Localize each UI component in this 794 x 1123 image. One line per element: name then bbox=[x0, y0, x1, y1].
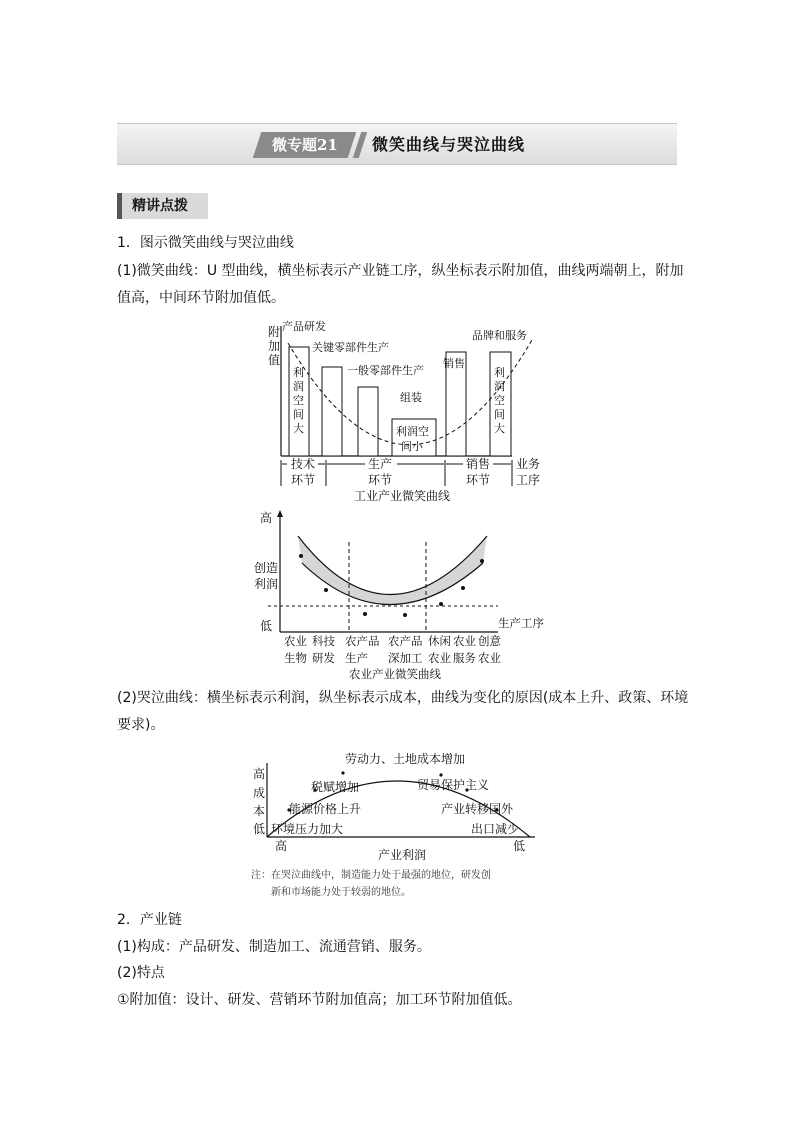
stage-production-1: 生产 bbox=[368, 457, 393, 471]
bar-label-product-rd: 产品研发 bbox=[282, 320, 326, 333]
paragraph-1-line-1: (1)微笑曲线：U 型曲线，横坐标表示产业链工序，纵坐标表示附加值，曲线两端朝上，附加 bbox=[117, 263, 684, 279]
fig1-xlabel-1: 业务 bbox=[516, 457, 541, 471]
stage-production-2: 环节 bbox=[368, 473, 393, 487]
fig2-ylabel-2: 利润 bbox=[254, 577, 279, 591]
cat-tech-rd-1: 科技 bbox=[312, 634, 335, 648]
cat-tech-rd-2: 研发 bbox=[312, 651, 335, 665]
cat-leisure-2: 农业 bbox=[428, 651, 451, 665]
cat-agri-bio-1: 农业 bbox=[284, 634, 307, 648]
stage-sales-1: 销售 bbox=[466, 457, 491, 471]
bar1-inner-1: 利 bbox=[293, 366, 304, 379]
stage-sales-2: 环节 bbox=[466, 473, 491, 487]
cat-processing-1: 农产品 bbox=[388, 634, 423, 648]
cat-service-2: 服务 bbox=[453, 651, 476, 665]
stage-tech-1: 技术 bbox=[291, 457, 316, 471]
fig3-note-1: 注：在哭泣曲线中，制造能力处于最强的地位，研发创 bbox=[251, 870, 491, 881]
fig3-x-low: 低 bbox=[513, 839, 526, 853]
cat-production-1: 农产品 bbox=[345, 634, 380, 648]
bar1-inner-3: 空 bbox=[293, 394, 304, 407]
bar4-inner-2: 间小 bbox=[401, 440, 423, 453]
agricultural-smile-curve-figure bbox=[250, 508, 560, 684]
bar-label-assembly: 组装 bbox=[400, 391, 422, 404]
paragraph-2-line-1: (2)哭泣曲线：横坐标表示利润，纵坐标表示成本，曲线为变化的原因(成本上升、政策、环境 bbox=[117, 690, 689, 706]
bar-key-parts bbox=[322, 367, 342, 456]
paragraph-5: ①附加值：设计、研发、营销环节附加值高；加工环节附加值低。 bbox=[117, 992, 522, 1008]
bar-general-parts bbox=[358, 387, 378, 456]
fig2-y-high: 高 bbox=[260, 511, 273, 525]
paragraph-2-line-2: 要求)。 bbox=[117, 717, 165, 733]
stage-tech-2: 环节 bbox=[291, 473, 316, 487]
fig2-upper-curve bbox=[298, 536, 487, 595]
label-tax: 税赋增加 bbox=[311, 780, 360, 794]
fig3-x-high: 高 bbox=[275, 839, 288, 853]
bar-label-sales: 销售 bbox=[443, 357, 465, 370]
fig1-caption: 工业产业微笑曲线 bbox=[354, 489, 451, 503]
paragraph-1-line-2: 值高，中间环节附加值低。 bbox=[117, 290, 285, 306]
cat-leisure-1: 休闲 bbox=[428, 634, 451, 648]
cat-agri-bio-2: 生物 bbox=[284, 651, 307, 665]
bar6-inner-3: 空 bbox=[494, 394, 505, 407]
section-title: 精讲点拨 bbox=[117, 193, 208, 219]
fig1-xlabel-2: 工序 bbox=[516, 473, 541, 487]
fig2-caption: 农业产业微笑曲线 bbox=[349, 667, 441, 681]
fig1-ylabel-3: 值 bbox=[268, 353, 281, 367]
fig3-y-high: 高 bbox=[253, 767, 266, 781]
fig2-xlabel: 生产工序 bbox=[498, 616, 544, 630]
industrial-smile-curve-figure bbox=[260, 318, 560, 508]
bar1-inner-4: 间 bbox=[293, 408, 304, 421]
bar-label-general-parts: 一般零部件生产 bbox=[347, 364, 424, 377]
cat-creative-2: 农业 bbox=[478, 651, 501, 665]
fig1-ylabel-1: 附 bbox=[268, 325, 281, 339]
bar1-inner-2: 润 bbox=[293, 380, 304, 393]
label-energy: 能源价格上升 bbox=[289, 802, 362, 816]
label-env: 环境压力加大 bbox=[271, 822, 344, 836]
paragraph-3: (1)构成：产品研发、制造加工、流通营销、服务。 bbox=[117, 939, 431, 955]
bar-label-brand-service: 品牌和服务 bbox=[472, 329, 527, 342]
topic-title: 微笑曲线与哭泣曲线 bbox=[372, 135, 526, 154]
heading-1: 1．图示微笑曲线与哭泣曲线 bbox=[117, 235, 294, 251]
label-land-labor: 劳动力、土地成本增加 bbox=[345, 752, 466, 766]
heading-2: 2．产业链 bbox=[117, 912, 182, 928]
bar6-inner-1: 利 bbox=[494, 366, 505, 379]
fig2-y-low: 低 bbox=[260, 619, 273, 633]
fig3-note-2: 新和市场能力处于较弱的地位。 bbox=[271, 887, 411, 898]
bar-label-key-parts: 关键零部件生产 bbox=[312, 341, 389, 354]
cat-processing-2: 深加工 bbox=[388, 651, 423, 665]
fig3-ylabel-2: 本 bbox=[253, 804, 266, 818]
fig3-y-low: 低 bbox=[253, 822, 266, 836]
cat-creative-1: 创意 bbox=[478, 634, 501, 648]
label-transfer: 产业转移国外 bbox=[441, 802, 514, 816]
fig1-ylabel-2: 加 bbox=[268, 339, 281, 353]
label-export: 出口减少 bbox=[471, 822, 520, 836]
bar6-inner-5: 大 bbox=[494, 422, 505, 435]
label-trade: 贸易保护主义 bbox=[417, 778, 490, 792]
fig3-ylabel-1: 成 bbox=[253, 786, 266, 800]
fig2-ylabel-1: 创造 bbox=[254, 561, 279, 575]
bar6-inner-2: 润 bbox=[494, 380, 505, 393]
topic-banner bbox=[117, 123, 677, 165]
cat-service-1: 农业 bbox=[453, 634, 476, 648]
cat-production-2: 生产 bbox=[345, 651, 368, 665]
topic-tag: 微专题21 bbox=[253, 132, 356, 158]
crying-curve-figure bbox=[245, 745, 555, 905]
bar4-inner-1: 利润空 bbox=[396, 425, 429, 438]
fig3-xlabel: 产业利润 bbox=[378, 848, 427, 862]
paragraph-4: (2)特点 bbox=[117, 965, 165, 981]
bar1-inner-5: 大 bbox=[293, 422, 304, 435]
bar6-inner-4: 间 bbox=[494, 408, 505, 421]
